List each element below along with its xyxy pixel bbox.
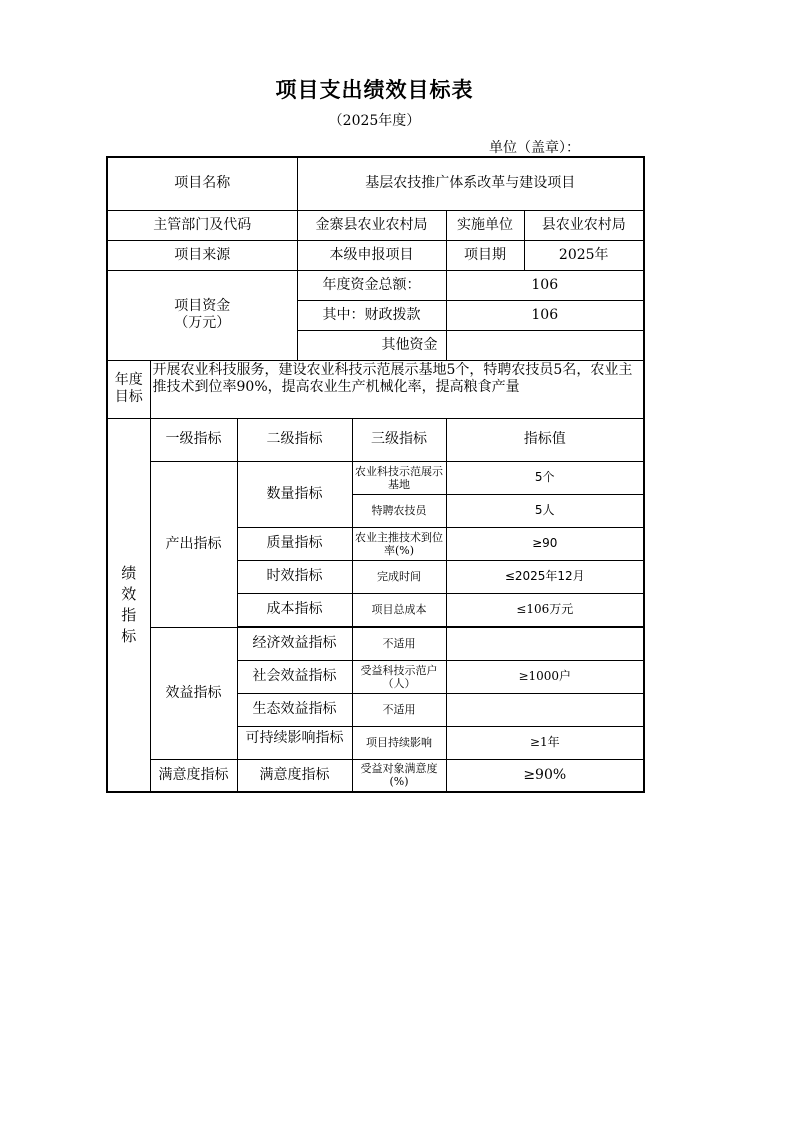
unit-seal-label: 单位（盖章）： <box>489 140 580 156</box>
social-label: 社会效益指标 <box>237 660 352 693</box>
time-name: 完成时间 <box>352 560 446 593</box>
economic-value <box>446 627 644 660</box>
cost-name: 项目总成本 <box>352 593 446 626</box>
performance-goal-table <box>106 156 645 793</box>
header-level3: 三级指标 <box>352 418 446 461</box>
source-value: 本级申报项目 <box>297 240 446 270</box>
annual-goal-label-line1: 年度 <box>114 372 143 388</box>
quantity-value-1: 5个 <box>446 461 644 494</box>
economic-name: 不适用 <box>352 627 446 660</box>
benefit-label: 效益指标 <box>150 627 237 759</box>
impl-unit-value: 县农业农村局 <box>524 210 644 240</box>
dept-value: 金寨县农业农村局 <box>297 210 446 240</box>
social-value: ≥1000户 <box>446 660 644 693</box>
eco-label: 生态效益指标 <box>237 693 352 726</box>
funds-other-value <box>446 330 644 360</box>
dept-label: 主管部门及代码 <box>107 210 297 240</box>
satisfaction-name: 受益对象满意度(%) <box>352 759 446 792</box>
eco-value <box>446 693 644 726</box>
funds-total-value: 106 <box>446 270 644 300</box>
section-char-1: 绩 <box>121 563 137 582</box>
section-char-2: 效 <box>121 584 137 603</box>
cost-value: ≤106万元 <box>446 593 644 626</box>
sustain-name: 项目持续影响 <box>352 726 446 759</box>
funds-label-line1: 项目资金 <box>174 298 231 314</box>
sustain-label: 可持续影响指标 <box>245 729 344 746</box>
annual-goal-label <box>107 360 150 418</box>
output-label: 产出指标 <box>150 461 237 627</box>
funds-total-label: 年度资金总额： <box>297 270 446 300</box>
quality-label: 质量指标 <box>237 527 352 560</box>
satisfaction-level1: 满意度指标 <box>150 759 237 792</box>
quantity-value-2: 5人 <box>446 494 644 527</box>
section-char-3: 指 <box>121 605 137 624</box>
fiscal-year: （2025年度） <box>328 113 421 129</box>
funds-label <box>107 270 297 360</box>
economic-label: 经济效益指标 <box>237 627 352 660</box>
quality-name: 农业主推技术到位率(%) <box>352 527 446 560</box>
header-value: 指标值 <box>446 418 644 461</box>
social-name: 受益科技示范户（人） <box>352 660 446 693</box>
period-value: 2025年 <box>524 240 644 270</box>
funds-fiscal-label: 其中：财政拨款 <box>297 300 446 330</box>
funds-fiscal-value: 106 <box>446 300 644 330</box>
time-label: 时效指标 <box>237 560 352 593</box>
period-label: 项目期 <box>446 240 524 270</box>
source-label: 项目来源 <box>107 240 297 270</box>
quantity-label: 数量指标 <box>237 461 352 527</box>
impl-unit-label: 实施单位 <box>446 210 524 240</box>
satisfaction-level2: 满意度指标 <box>237 759 352 792</box>
quality-value: ≥90 <box>446 527 644 560</box>
sustain-value: ≥1年 <box>446 726 644 759</box>
header-level2: 二级指标 <box>237 418 352 461</box>
time-value: ≤2025年12月 <box>446 560 644 593</box>
quantity-name-2: 特聘农技员 <box>352 494 446 527</box>
funds-other-label: 其他资金 <box>297 330 446 360</box>
page-title: 项目支出绩效目标表 <box>275 78 474 102</box>
performance-section-label <box>107 418 150 792</box>
eco-name: 不适用 <box>352 693 446 726</box>
satisfaction-value: ≥90% <box>446 759 644 792</box>
funds-label-line2: （万元） <box>174 315 231 331</box>
cost-label: 成本指标 <box>237 593 352 626</box>
project-name-label: 项目名称 <box>107 157 297 210</box>
header-level1: 一级指标 <box>150 418 237 461</box>
annual-goal-label-line2: 目标 <box>114 389 143 405</box>
quantity-name-1: 农业科技示范展示基地 <box>352 461 446 494</box>
annual-goal-text: 开展农业科技服务，建设农业科技示范展示基地5个，特聘农技员5名，农业主推技术到位率90%，提高农业生产机械化率，提高粮食产量 <box>152 361 633 395</box>
project-name-value: 基层农技推广体系改革与建设项目 <box>297 157 644 210</box>
section-char-4: 标 <box>121 626 137 645</box>
